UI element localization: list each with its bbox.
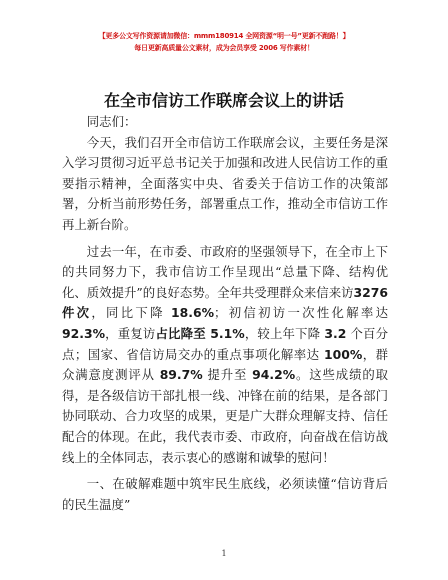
paragraph-1: 今天，我们召开全市信访工作联席会议，主要任务是深入学习贯彻习近平总书记关于加强和改进人民信访工作的重要指示精神，全面落实中央、省委关于信访工作的决策部署，分析当前形势任务，部署重点工作，推动全市信访工作再上新台阶。	[62, 134, 388, 232]
promo-header	[0, 30, 448, 54]
document-title: 在全市信访工作联席会议上的讲话	[103, 91, 344, 110]
p2-text-9: 。这些成绩的取得，是各级信访干部扎根一线、冲锋在前的结果，是各部门协同联动、合力攻坚的成果，更是广大群众理解支持、信任配合的体现。在此，我代表市委、市政府，向奋战在信访战线上的全体同志，表示衷心的感谢和诚挚的慰问！	[62, 367, 388, 465]
p2-text-8: 提升至	[202, 367, 253, 383]
p2-text-6: 个百分点；国家、省信访局交办的重点事项化解率达	[62, 325, 388, 362]
p2-number-6: 100%	[323, 346, 363, 362]
p2-text-7: ，群众满意度测评从	[62, 346, 388, 383]
p2-text-5: ，较上年下降	[244, 325, 325, 341]
promo-line-2: 每日更新高质量公文素材，成为会员享受 2006 写作素材！	[134, 44, 314, 52]
p2-number-4: 占比降至 5.1%	[155, 325, 245, 341]
document-body	[62, 108, 388, 515]
p2-number-1: 3276 件次	[62, 284, 388, 321]
p2-number-5: 3.2	[324, 325, 347, 341]
page-number: 1	[221, 549, 227, 558]
p2-number-8: 94.2%	[252, 367, 296, 383]
p2-text-3: ；初信初访一次性化解率达	[214, 305, 388, 321]
p2-text-2: ，同比下降	[91, 305, 172, 321]
p2-number-3: 92.3%	[62, 325, 105, 341]
p2-number-7: 89.7%	[159, 367, 203, 383]
section-heading-1: 一、在破解难题中筑牢民生底线，必须读懂“信访背后的民生温度”	[62, 476, 388, 512]
promo-line-1: 【更多公文写作资源请加微信：mmm180914 全网资源“明一号”更新不跑路！】	[98, 32, 350, 40]
p2-number-2: 18.6%	[171, 305, 215, 321]
p2-text-4: ，重复访	[105, 325, 156, 341]
p2-text-1: 过去一年，在市委、市政府的坚强领导下，在全市上下的共同努力下，我市信访工作呈现出“总量下降、结构优化、质效提升”的良好态势。全年共受理群众来信来访	[62, 243, 388, 300]
salutation: 同志们：	[86, 114, 137, 129]
paragraph-2	[62, 242, 388, 469]
